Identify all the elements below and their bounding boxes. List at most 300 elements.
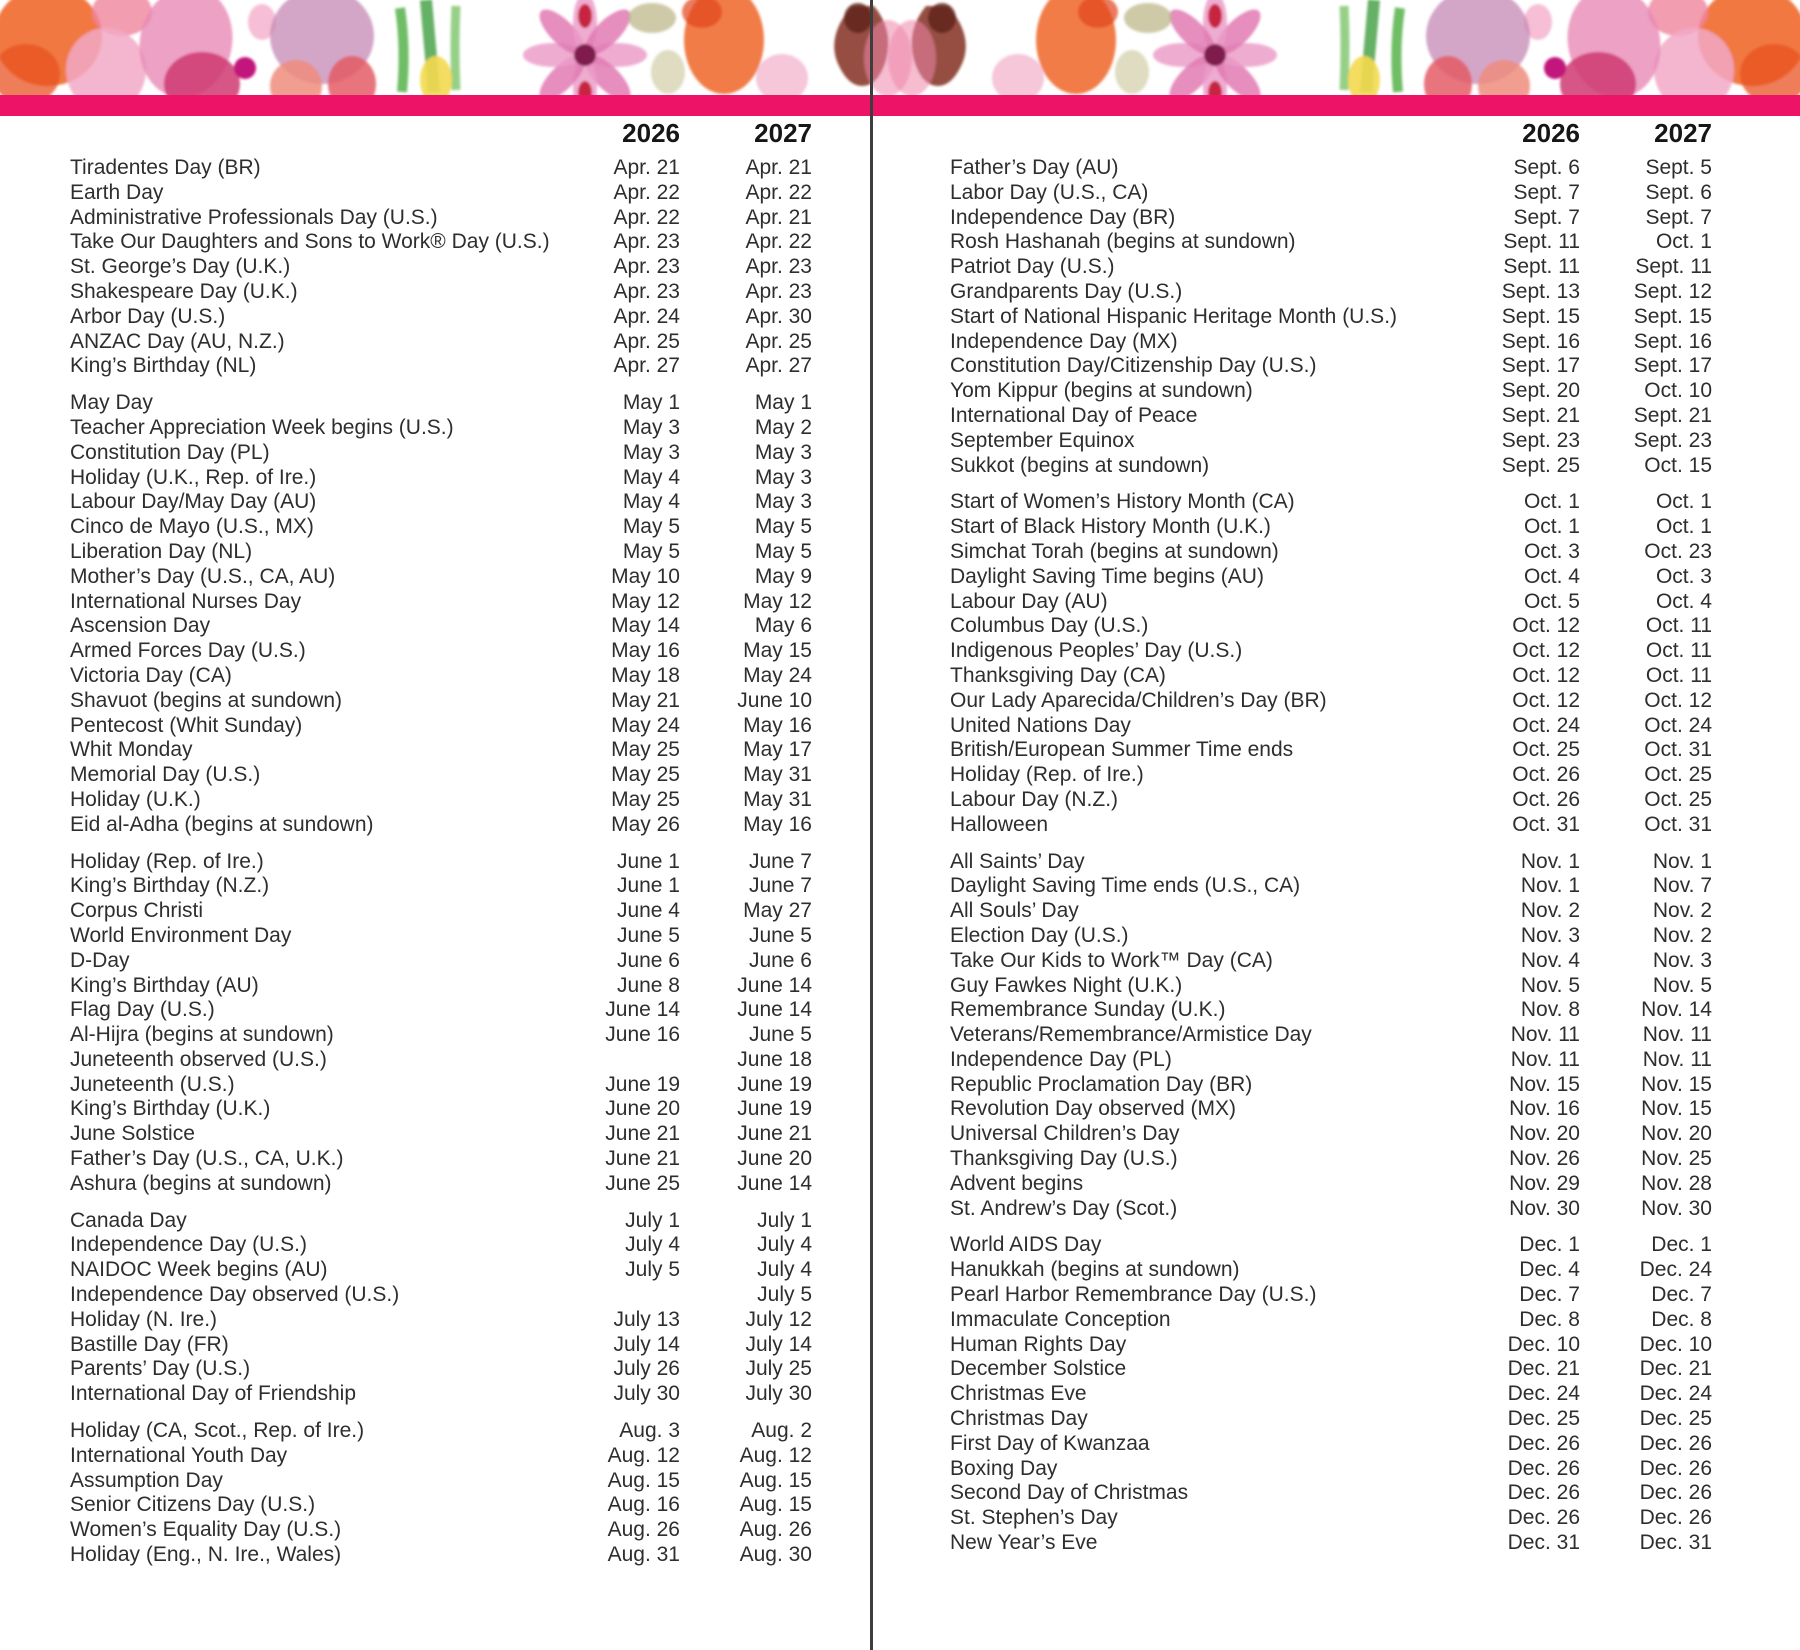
date-2026: Apr. 22 bbox=[613, 205, 680, 229]
holiday-name: Christmas Eve bbox=[950, 1382, 1087, 1406]
holiday-row bbox=[70, 565, 812, 590]
date-2026: Sept. 16 bbox=[1501, 329, 1580, 353]
holiday-name: International Nurses Day bbox=[70, 589, 302, 613]
month-section bbox=[950, 490, 1712, 837]
holiday-name: Tiradentes Day (BR) bbox=[70, 156, 261, 179]
date-2027: Sept. 23 bbox=[1633, 428, 1712, 452]
holiday-name: Independence Day (PL) bbox=[950, 1047, 1172, 1071]
holiday-row bbox=[950, 1357, 1712, 1382]
date-2026: Oct. 3 bbox=[1523, 539, 1580, 563]
date-2026: July 14 bbox=[613, 1332, 680, 1356]
holiday-name: Universal Children’s Day bbox=[950, 1122, 1180, 1146]
year-2027-header: 2027 bbox=[1654, 118, 1712, 148]
holiday-row bbox=[70, 1419, 812, 1444]
holiday-row bbox=[950, 429, 1712, 454]
holiday-row bbox=[950, 1481, 1712, 1506]
date-2027: May 31 bbox=[743, 787, 812, 811]
date-2027: Oct. 25 bbox=[1644, 787, 1712, 811]
holiday-row bbox=[950, 1407, 1712, 1432]
date-2027: Dec. 24 bbox=[1639, 1382, 1712, 1406]
year-2026-header: 2026 bbox=[1522, 118, 1580, 148]
date-2026: May 3 bbox=[622, 440, 680, 464]
date-2027: Oct. 1 bbox=[1655, 230, 1712, 254]
holiday-name: Holiday (N. Ire.) bbox=[70, 1307, 218, 1331]
date-2026: Sept. 7 bbox=[1513, 180, 1580, 204]
holiday-row bbox=[950, 1122, 1712, 1147]
date-2027: May 3 bbox=[754, 465, 812, 489]
month-section bbox=[70, 391, 812, 837]
date-2027: May 3 bbox=[754, 440, 812, 464]
date-2026: May 14 bbox=[611, 614, 680, 638]
holiday-row bbox=[70, 1357, 812, 1382]
date-2027: Dec. 24 bbox=[1639, 1258, 1712, 1282]
holiday-row bbox=[70, 850, 812, 875]
date-2027: July 4 bbox=[757, 1258, 812, 1282]
holiday-row bbox=[950, 156, 1712, 181]
date-2026: May 10 bbox=[611, 564, 680, 588]
date-2026: Nov. 15 bbox=[1509, 1072, 1580, 1096]
date-2026: Apr. 24 bbox=[613, 304, 680, 328]
date-2027: June 14 bbox=[737, 1171, 812, 1195]
date-2027: Apr. 23 bbox=[745, 279, 812, 303]
date-2027: June 14 bbox=[737, 973, 812, 997]
holiday-row bbox=[950, 1147, 1712, 1172]
holiday-name: Earth Day bbox=[70, 180, 164, 204]
holiday-row bbox=[70, 1258, 812, 1283]
holiday-row bbox=[70, 1073, 812, 1098]
holiday-row bbox=[70, 1493, 812, 1518]
date-2027: June 5 bbox=[748, 923, 812, 947]
date-2026: June 6 bbox=[616, 948, 680, 972]
holiday-name: June Solstice bbox=[70, 1122, 195, 1146]
floral-watercolor-art bbox=[0, 0, 1800, 95]
date-2027: June 7 bbox=[748, 849, 812, 873]
holiday-name: May Day bbox=[70, 391, 153, 415]
date-2027: June 20 bbox=[737, 1147, 812, 1171]
holiday-name: Father’s Day (AU) bbox=[950, 156, 1119, 179]
holiday-row bbox=[70, 1518, 812, 1543]
holiday-name: Eid al-Adha (begins at sundown) bbox=[70, 812, 374, 836]
date-2026: Sept. 20 bbox=[1501, 379, 1580, 403]
holiday-name: Holiday (U.K., Rep. of Ire.) bbox=[70, 465, 317, 489]
date-2026: Sept. 17 bbox=[1501, 354, 1580, 378]
holiday-row bbox=[950, 899, 1712, 924]
date-2026: Apr. 23 bbox=[613, 230, 680, 254]
date-2026: Sept. 11 bbox=[1503, 230, 1580, 254]
holiday-name: Republic Proclamation Day (BR) bbox=[950, 1072, 1253, 1096]
date-2027: Oct. 1 bbox=[1655, 490, 1712, 514]
holiday-row bbox=[70, 230, 812, 255]
date-2027: Nov. 7 bbox=[1652, 874, 1712, 898]
holiday-name: Start of Women’s History Month (CA) bbox=[950, 490, 1295, 514]
date-2026: Sept. 7 bbox=[1513, 205, 1580, 229]
date-2027: Aug. 26 bbox=[739, 1518, 812, 1542]
date-2027: July 4 bbox=[757, 1233, 812, 1257]
holiday-name: Grandparents Day (U.S.) bbox=[950, 279, 1183, 303]
holiday-name: New Year’s Eve bbox=[950, 1531, 1098, 1555]
holiday-row bbox=[70, 1097, 812, 1122]
date-2027: Oct. 25 bbox=[1644, 763, 1712, 787]
date-2027: Aug. 12 bbox=[739, 1443, 812, 1467]
date-2026: Nov. 1 bbox=[1520, 849, 1580, 873]
date-2026: Apr. 25 bbox=[613, 329, 680, 353]
holiday-name: Advent begins bbox=[950, 1171, 1084, 1195]
holiday-name: World AIDS Day bbox=[950, 1233, 1102, 1257]
year-2026-header: 2026 bbox=[622, 118, 680, 148]
holiday-row bbox=[70, 466, 812, 491]
date-2026: Oct. 26 bbox=[1512, 787, 1580, 811]
holiday-row bbox=[70, 330, 812, 355]
date-2027: Dec. 26 bbox=[1639, 1506, 1712, 1530]
holiday-row bbox=[70, 1308, 812, 1333]
holiday-name: Yom Kippur (begins at sundown) bbox=[950, 379, 1253, 403]
holiday-name: Constitution Day/Citizenship Day (U.S.) bbox=[950, 354, 1317, 378]
date-2026: June 5 bbox=[616, 923, 680, 947]
holiday-row bbox=[950, 1531, 1712, 1556]
date-2026: Dec. 26 bbox=[1507, 1506, 1580, 1530]
date-2026: June 1 bbox=[616, 874, 680, 898]
holiday-row bbox=[70, 305, 812, 330]
holiday-name: First Day of Kwanzaa bbox=[950, 1431, 1150, 1455]
date-2026: Oct. 12 bbox=[1512, 639, 1580, 663]
column-right bbox=[950, 118, 1712, 1568]
holiday-name: Christmas Day bbox=[950, 1407, 1088, 1431]
date-2026 bbox=[590, 1048, 680, 1073]
date-2026: June 20 bbox=[605, 1097, 680, 1121]
date-2027: Oct. 11 bbox=[1645, 639, 1712, 663]
holiday-row bbox=[950, 1073, 1712, 1098]
holiday-name: Our Lady Aparecida/Children’s Day (BR) bbox=[950, 688, 1327, 712]
date-2027: Dec. 1 bbox=[1651, 1233, 1712, 1257]
date-2027: Nov. 2 bbox=[1652, 923, 1712, 947]
holiday-name: Second Day of Christmas bbox=[950, 1481, 1189, 1505]
date-2027: Sept. 5 bbox=[1645, 156, 1712, 179]
holiday-row bbox=[950, 181, 1712, 206]
holiday-row bbox=[70, 354, 812, 379]
date-2027: May 1 bbox=[754, 391, 812, 415]
date-2027: Nov. 3 bbox=[1652, 948, 1712, 972]
date-2027: Apr. 27 bbox=[745, 354, 812, 378]
holiday-row bbox=[70, 156, 812, 181]
holiday-name: Take Our Kids to Work™ Day (CA) bbox=[950, 948, 1273, 972]
date-2027: Apr. 25 bbox=[745, 329, 812, 353]
holiday-name: Holiday (U.K.) bbox=[70, 787, 201, 811]
date-2026: Aug. 16 bbox=[607, 1493, 680, 1517]
holiday-name: All Saints’ Day bbox=[950, 849, 1085, 873]
header-spacer bbox=[70, 118, 590, 148]
holiday-row bbox=[950, 206, 1712, 231]
holiday-row bbox=[70, 441, 812, 466]
holiday-row bbox=[70, 738, 812, 763]
holiday-name: Canada Day bbox=[70, 1208, 187, 1232]
date-2026: Dec. 31 bbox=[1507, 1531, 1580, 1555]
holiday-row bbox=[950, 305, 1712, 330]
holiday-name: Memorial Day (U.S.) bbox=[70, 763, 261, 787]
holiday-row bbox=[950, 490, 1712, 515]
holiday-name: Independence Day (U.S.) bbox=[70, 1233, 307, 1257]
date-2027: May 17 bbox=[743, 738, 812, 762]
holiday-row bbox=[950, 763, 1712, 788]
holiday-row bbox=[950, 614, 1712, 639]
holiday-name: Whit Monday bbox=[70, 738, 193, 762]
holiday-row bbox=[70, 664, 812, 689]
date-2027: Apr. 23 bbox=[745, 255, 812, 279]
date-2027: Oct. 12 bbox=[1644, 688, 1712, 712]
date-2026: May 3 bbox=[622, 415, 680, 439]
holiday-name: Hanukkah (begins at sundown) bbox=[950, 1258, 1240, 1282]
holiday-name: Labour Day/May Day (AU) bbox=[70, 490, 317, 514]
date-2026: May 12 bbox=[611, 589, 680, 613]
header-spacer bbox=[950, 118, 1490, 148]
date-2026: Nov. 5 bbox=[1520, 973, 1580, 997]
date-2026: Dec. 7 bbox=[1519, 1283, 1580, 1307]
date-2027: Dec. 31 bbox=[1639, 1531, 1712, 1555]
date-2027: Nov. 11 bbox=[1642, 1047, 1712, 1071]
holiday-name: Juneteenth observed (U.S.) bbox=[70, 1047, 327, 1071]
date-2027: May 16 bbox=[743, 812, 812, 836]
holiday-row bbox=[950, 924, 1712, 949]
date-2026: Oct. 12 bbox=[1512, 688, 1580, 712]
holiday-row bbox=[70, 280, 812, 305]
holiday-name: All Souls’ Day bbox=[950, 899, 1079, 923]
date-2026: Apr. 22 bbox=[613, 180, 680, 204]
holiday-row bbox=[950, 1333, 1712, 1358]
holiday-row bbox=[70, 1444, 812, 1469]
holiday-name: ANZAC Day (AU, N.Z.) bbox=[70, 329, 285, 353]
date-2026: Dec. 26 bbox=[1507, 1481, 1580, 1505]
holiday-name: Senior Citizens Day (U.S.) bbox=[70, 1493, 316, 1517]
holiday-name: Indigenous Peoples’ Day (U.S.) bbox=[950, 639, 1243, 663]
date-2027: Dec. 26 bbox=[1639, 1481, 1712, 1505]
date-2026: Oct. 12 bbox=[1512, 663, 1580, 687]
holiday-name: Parents’ Day (U.S.) bbox=[70, 1357, 251, 1381]
holiday-name: Al-Hijra (begins at sundown) bbox=[70, 1023, 334, 1047]
date-2026: May 25 bbox=[611, 787, 680, 811]
date-2026: Dec. 25 bbox=[1507, 1407, 1580, 1431]
date-2026: May 5 bbox=[622, 515, 680, 539]
date-2026: Sept. 15 bbox=[1501, 304, 1580, 328]
holiday-name: Boxing Day bbox=[950, 1456, 1058, 1480]
date-2027: June 7 bbox=[748, 874, 812, 898]
holiday-name: St. Andrew’s Day (Scot.) bbox=[950, 1196, 1178, 1220]
date-2027: June 10 bbox=[737, 688, 812, 712]
date-2026: July 13 bbox=[613, 1307, 680, 1331]
holiday-row bbox=[950, 788, 1712, 813]
date-2026: Sept. 23 bbox=[1501, 428, 1580, 452]
date-2027: May 6 bbox=[754, 614, 812, 638]
holiday-row bbox=[70, 1333, 812, 1358]
date-2027: Dec. 8 bbox=[1651, 1307, 1712, 1331]
holiday-row bbox=[70, 874, 812, 899]
date-2026: July 1 bbox=[625, 1208, 680, 1232]
holiday-name: King’s Birthday (U.K.) bbox=[70, 1097, 271, 1121]
holiday-name: Mother’s Day (U.S., CA, AU) bbox=[70, 564, 336, 588]
date-2027: June 18 bbox=[737, 1047, 812, 1071]
date-2027: Nov. 30 bbox=[1641, 1196, 1712, 1220]
holiday-row bbox=[950, 1233, 1712, 1258]
date-2026: Nov. 11 bbox=[1510, 1047, 1580, 1071]
holiday-name: Independence Day (MX) bbox=[950, 329, 1178, 353]
month-section bbox=[70, 1419, 812, 1568]
holiday-name: Election Day (U.S.) bbox=[950, 923, 1129, 947]
holiday-name: World Environment Day bbox=[70, 923, 292, 947]
date-2026: Sept. 21 bbox=[1501, 403, 1580, 427]
holiday-name: December Solstice bbox=[950, 1357, 1127, 1381]
holiday-name: Sukkot (begins at sundown) bbox=[950, 453, 1210, 477]
date-2026: Dec. 24 bbox=[1507, 1382, 1580, 1406]
holiday-name: Juneteenth (U.S.) bbox=[70, 1072, 235, 1096]
date-2026: Nov. 30 bbox=[1509, 1196, 1580, 1220]
holiday-row bbox=[70, 1147, 812, 1172]
date-2026: May 5 bbox=[622, 539, 680, 563]
holiday-row bbox=[70, 1122, 812, 1147]
date-2026: Oct. 12 bbox=[1512, 614, 1580, 638]
date-2027: Oct. 10 bbox=[1644, 379, 1712, 403]
date-2026: Apr. 23 bbox=[613, 279, 680, 303]
date-2027: Aug. 15 bbox=[739, 1468, 812, 1492]
holiday-row bbox=[950, 874, 1712, 899]
year-2027-header: 2027 bbox=[754, 118, 812, 148]
date-2027: Oct. 31 bbox=[1644, 738, 1712, 762]
date-2027: May 5 bbox=[754, 539, 812, 563]
date-2026: July 4 bbox=[625, 1233, 680, 1257]
holiday-name: Veterans/Remembrance/Armistice Day bbox=[950, 1023, 1312, 1047]
date-2026: Oct. 5 bbox=[1523, 589, 1580, 613]
holiday-name: King’s Birthday (N.Z.) bbox=[70, 874, 270, 898]
date-2026: May 24 bbox=[611, 713, 680, 737]
date-2026: Dec. 8 bbox=[1519, 1307, 1580, 1331]
holiday-name: Patriot Day (U.S.) bbox=[950, 255, 1115, 279]
date-2027: Aug. 30 bbox=[739, 1543, 812, 1567]
date-2027: Oct. 31 bbox=[1644, 812, 1712, 836]
date-2026: Nov. 29 bbox=[1509, 1171, 1580, 1195]
date-2026: Oct. 25 bbox=[1512, 738, 1580, 762]
holiday-row bbox=[70, 391, 812, 416]
date-2027: June 19 bbox=[737, 1072, 812, 1096]
holiday-row bbox=[70, 714, 812, 739]
holiday-row bbox=[950, 813, 1712, 838]
date-2027: Nov. 14 bbox=[1641, 998, 1712, 1022]
holiday-name: Holiday (Rep. of Ire.) bbox=[950, 763, 1144, 787]
date-2026: June 25 bbox=[605, 1171, 680, 1195]
date-2027: Sept. 11 bbox=[1635, 255, 1712, 279]
holiday-row bbox=[70, 1543, 812, 1568]
holiday-name: Armed Forces Day (U.S.) bbox=[70, 639, 306, 663]
holiday-row bbox=[70, 1382, 812, 1407]
date-2026: Nov. 2 bbox=[1520, 899, 1580, 923]
date-2027: May 2 bbox=[754, 415, 812, 439]
date-2027: Nov. 5 bbox=[1652, 973, 1712, 997]
date-2026: Sept. 11 bbox=[1503, 255, 1580, 279]
date-2026: Oct. 1 bbox=[1523, 490, 1580, 514]
date-2027: May 31 bbox=[743, 763, 812, 787]
holiday-name: Flag Day (U.S.) bbox=[70, 998, 215, 1022]
date-2027: Oct. 15 bbox=[1644, 453, 1712, 477]
date-2026: Nov. 16 bbox=[1509, 1097, 1580, 1121]
date-2027: July 12 bbox=[745, 1307, 812, 1331]
holiday-name: Human Rights Day bbox=[950, 1332, 1127, 1356]
date-2027: May 24 bbox=[743, 663, 812, 687]
date-2027: Apr. 21 bbox=[745, 205, 812, 229]
holiday-row bbox=[70, 1233, 812, 1258]
holiday-name: Start of National Hispanic Heritage Month (U.S.) bbox=[950, 304, 1398, 328]
holiday-name: Columbus Day (U.S.) bbox=[950, 614, 1149, 638]
month-section bbox=[950, 850, 1712, 1222]
holiday-row bbox=[70, 1283, 812, 1308]
date-2026: Sept. 25 bbox=[1501, 453, 1580, 477]
holiday-name: Holiday (Eng., N. Ire., Wales) bbox=[70, 1543, 342, 1567]
date-2026: Dec. 21 bbox=[1507, 1357, 1580, 1381]
holiday-row bbox=[950, 949, 1712, 974]
holiday-name: Assumption Day bbox=[70, 1468, 223, 1492]
holiday-row bbox=[950, 1382, 1712, 1407]
date-2027: Apr. 21 bbox=[745, 156, 812, 179]
sections-host bbox=[70, 156, 812, 1568]
holiday-row bbox=[70, 949, 812, 974]
date-2026: Aug. 12 bbox=[607, 1443, 680, 1467]
holiday-name: International Youth Day bbox=[70, 1443, 288, 1467]
holiday-name: Independence Day (BR) bbox=[950, 205, 1176, 229]
date-2027: Dec. 7 bbox=[1651, 1283, 1712, 1307]
holiday-row bbox=[70, 515, 812, 540]
pink-stripe bbox=[0, 95, 1800, 116]
holiday-row bbox=[950, 1048, 1712, 1073]
date-2026: Nov. 11 bbox=[1510, 1023, 1580, 1047]
date-2027: May 5 bbox=[754, 515, 812, 539]
date-2026: Nov. 4 bbox=[1520, 948, 1580, 972]
date-2026: May 21 bbox=[611, 688, 680, 712]
date-2026: Aug. 31 bbox=[607, 1543, 680, 1567]
holiday-row bbox=[950, 1457, 1712, 1482]
holiday-row bbox=[70, 763, 812, 788]
holiday-name: D-Day bbox=[70, 948, 130, 972]
date-2026: May 4 bbox=[622, 465, 680, 489]
date-2027: Sept. 16 bbox=[1633, 329, 1712, 353]
date-2027: Dec. 26 bbox=[1639, 1431, 1712, 1455]
month-section bbox=[70, 1209, 812, 1407]
date-2026: June 8 bbox=[616, 973, 680, 997]
holiday-name: Remembrance Sunday (U.K.) bbox=[950, 998, 1226, 1022]
holiday-row bbox=[950, 714, 1712, 739]
date-2027: Nov. 15 bbox=[1641, 1097, 1712, 1121]
date-2026: Nov. 1 bbox=[1520, 874, 1580, 898]
date-2027: Oct. 11 bbox=[1645, 663, 1712, 687]
date-2026: June 14 bbox=[605, 998, 680, 1022]
holiday-name: Labor Day (U.S., CA) bbox=[950, 180, 1149, 204]
holiday-row bbox=[950, 664, 1712, 689]
holiday-name: Thanksgiving Day (U.S.) bbox=[950, 1147, 1178, 1171]
date-2027: Oct. 11 bbox=[1645, 614, 1712, 638]
date-2026: July 26 bbox=[613, 1357, 680, 1381]
date-2027: Sept. 6 bbox=[1645, 180, 1712, 204]
date-2026: Dec. 10 bbox=[1507, 1332, 1580, 1356]
date-2026: Apr. 23 bbox=[613, 255, 680, 279]
date-2026: Nov. 3 bbox=[1520, 923, 1580, 947]
holiday-row bbox=[950, 1172, 1712, 1197]
holiday-name: Revolution Day observed (MX) bbox=[950, 1097, 1236, 1121]
holiday-name: Simchat Torah (begins at sundown) bbox=[950, 539, 1279, 563]
holiday-name: Daylight Saving Time begins (AU) bbox=[950, 564, 1264, 588]
holiday-name: St. George’s Day (U.K.) bbox=[70, 255, 291, 279]
holiday-name: Start of Black History Month (U.K.) bbox=[950, 515, 1271, 539]
date-2026: May 25 bbox=[611, 763, 680, 787]
date-2026: June 21 bbox=[605, 1122, 680, 1146]
date-2027: Oct. 1 bbox=[1655, 515, 1712, 539]
holiday-row bbox=[70, 974, 812, 999]
date-2027: July 1 bbox=[757, 1208, 812, 1232]
holiday-name: United Nations Day bbox=[950, 713, 1131, 737]
holiday-row bbox=[70, 1023, 812, 1048]
